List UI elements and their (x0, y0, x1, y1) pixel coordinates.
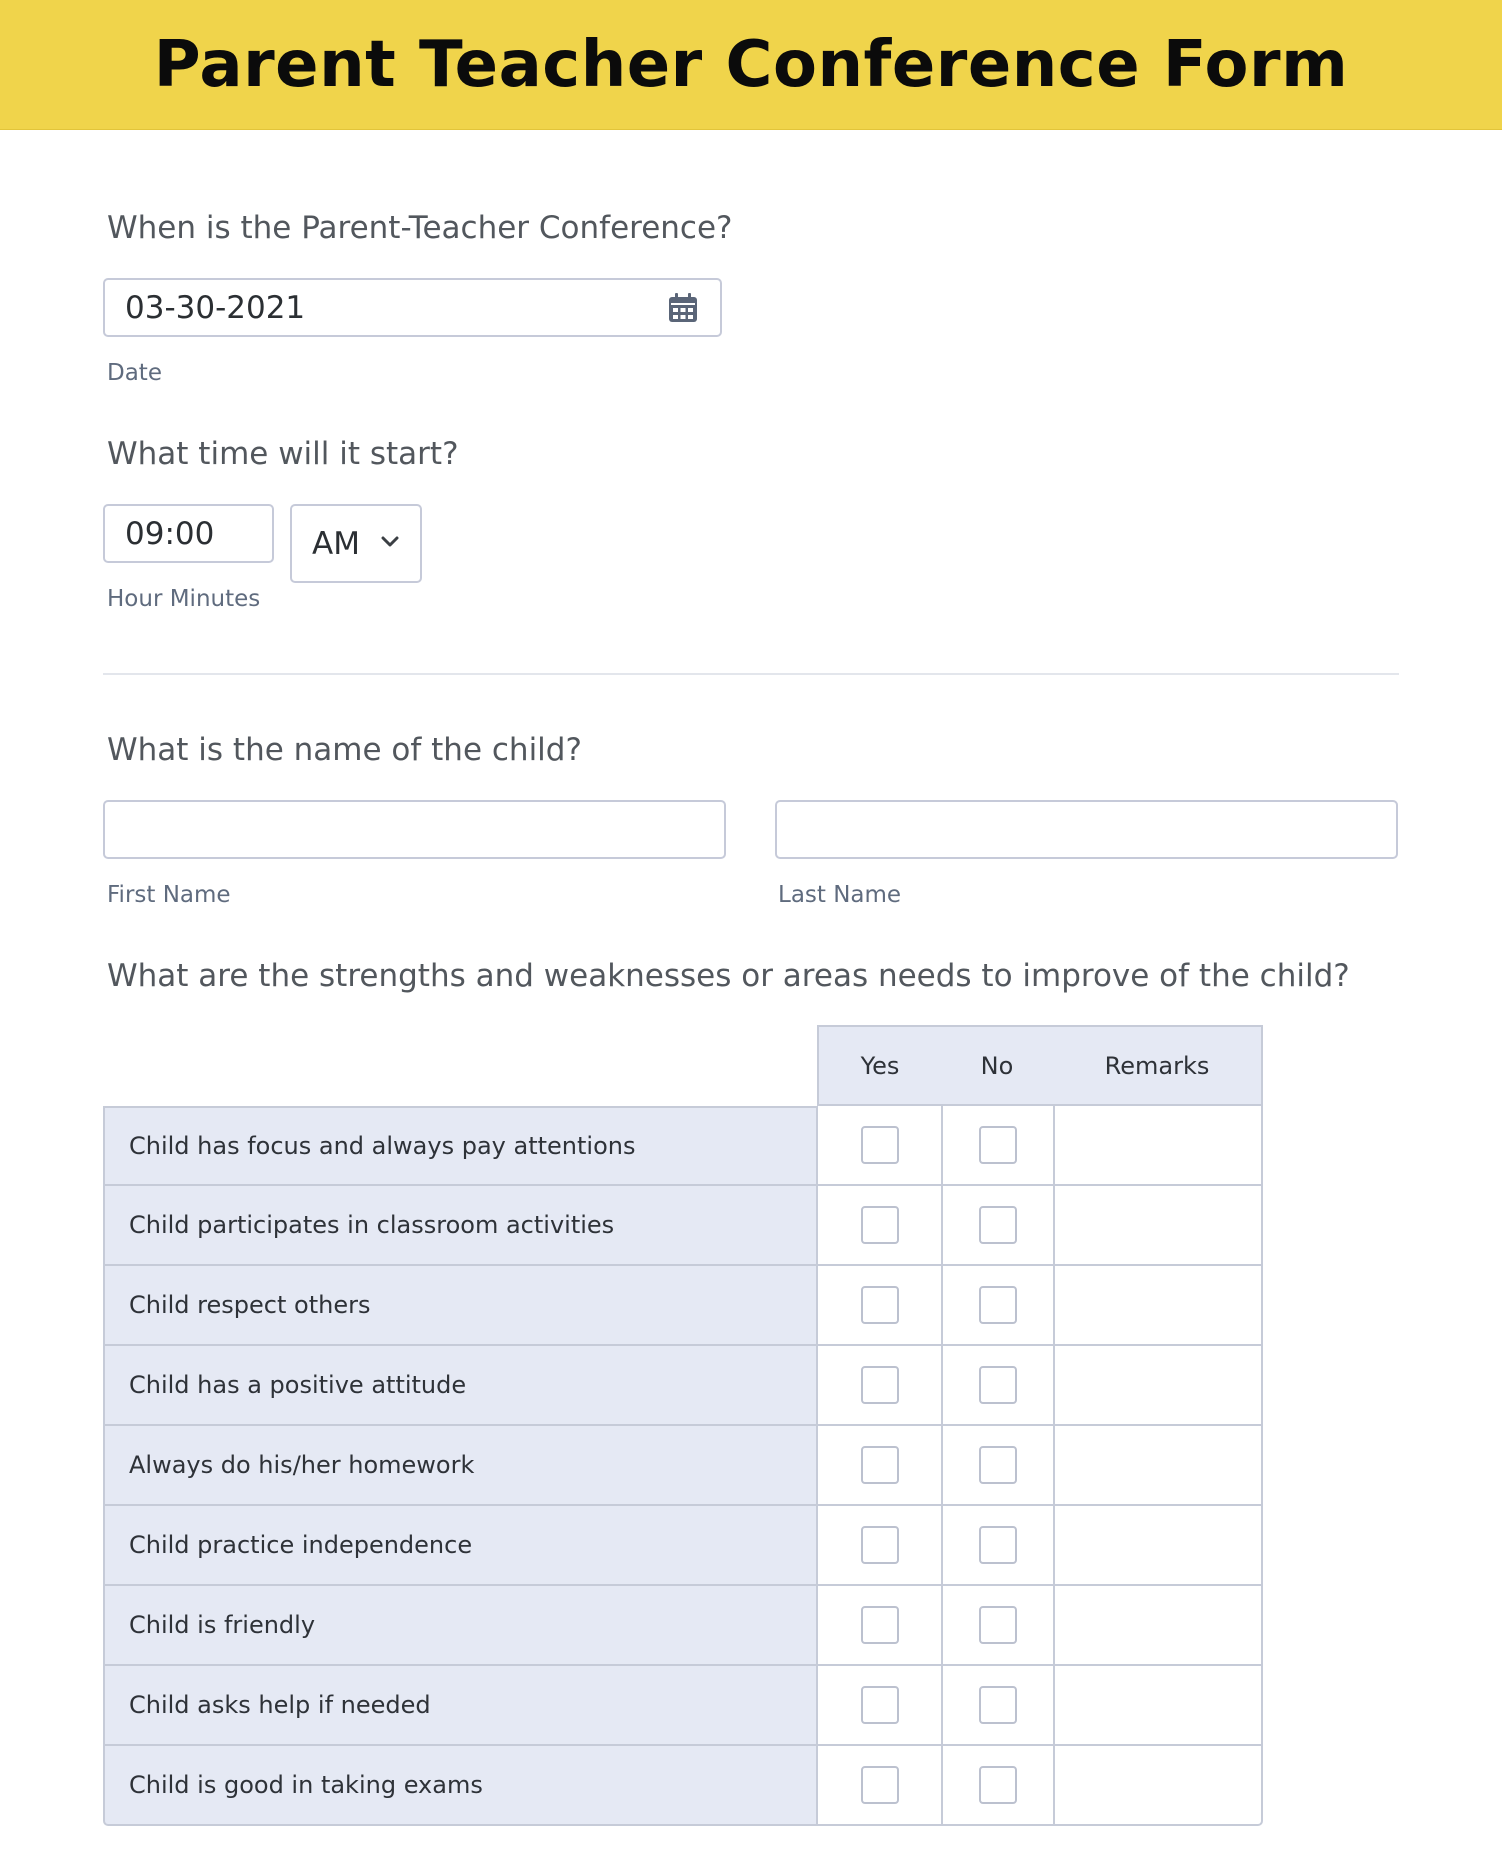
matrix-row (103, 1586, 1262, 1666)
section-divider (103, 673, 1399, 675)
no-cell (943, 1746, 1055, 1826)
date-input[interactable] (103, 278, 722, 337)
col-header-remarks: Remarks (1053, 1025, 1263, 1106)
no-checkbox[interactable] (979, 1446, 1017, 1484)
yes-checkbox[interactable] (861, 1286, 899, 1324)
yes-checkbox[interactable] (861, 1446, 899, 1484)
yes-cell (818, 1586, 943, 1666)
matrix-row (103, 1666, 1262, 1746)
remarks-cell[interactable] (1055, 1266, 1263, 1346)
yes-cell (818, 1106, 943, 1186)
remarks-cell[interactable] (1055, 1506, 1263, 1586)
yes-cell (818, 1506, 943, 1586)
time-question: What time will it start? (107, 436, 459, 472)
no-cell (943, 1186, 1055, 1266)
matrix-row (103, 1266, 1262, 1346)
yes-checkbox[interactable] (861, 1126, 899, 1164)
remarks-cell[interactable] (1055, 1346, 1263, 1426)
matrix-row (103, 1746, 1262, 1826)
remarks-cell[interactable] (1055, 1746, 1263, 1826)
no-checkbox[interactable] (979, 1206, 1017, 1244)
remarks-cell[interactable] (1055, 1106, 1263, 1186)
no-checkbox[interactable] (979, 1606, 1017, 1644)
first-name-input[interactable] (103, 800, 726, 859)
yes-cell (818, 1746, 943, 1826)
time-value: 09:00 (125, 515, 215, 552)
yes-checkbox[interactable] (861, 1206, 899, 1244)
no-cell (943, 1426, 1055, 1506)
time-sublabel: Hour Minutes (107, 586, 261, 612)
date-question: When is the Parent-Teacher Conference? (107, 210, 733, 246)
no-cell (943, 1506, 1055, 1586)
row-label: Child is friendly (103, 1586, 818, 1666)
child-name-question: What is the name of the child? (107, 732, 582, 768)
remarks-cell[interactable] (1055, 1426, 1263, 1506)
row-label: Always do his/her homework (103, 1426, 818, 1506)
remarks-cell[interactable] (1055, 1186, 1263, 1266)
row-label: Child has a positive attitude (103, 1346, 818, 1426)
calendar-icon[interactable] (668, 293, 698, 323)
matrix-row (103, 1506, 1262, 1586)
matrix-row (103, 1426, 1262, 1506)
no-cell (943, 1666, 1055, 1746)
matrix-row (103, 1346, 1262, 1426)
date-value: 03-30-2021 (125, 289, 306, 326)
last-name-input[interactable] (775, 800, 1398, 859)
chevron-down-icon (380, 535, 400, 549)
yes-cell (818, 1186, 943, 1266)
row-label: Child practice independence (103, 1506, 818, 1586)
assessment-question: What are the strengths and weaknesses or areas needs to improve of the child? (107, 958, 1350, 994)
yes-checkbox[interactable] (861, 1526, 899, 1564)
no-checkbox[interactable] (979, 1686, 1017, 1724)
yes-checkbox[interactable] (861, 1766, 899, 1804)
no-checkbox[interactable] (979, 1526, 1017, 1564)
no-cell (943, 1106, 1055, 1186)
row-label: Child respect others (103, 1266, 818, 1346)
matrix-row (103, 1186, 1262, 1266)
yes-cell (818, 1346, 943, 1426)
date-sublabel: Date (107, 360, 162, 386)
last-name-sublabel: Last Name (778, 882, 902, 908)
remarks-cell[interactable] (1055, 1666, 1263, 1746)
ampm-value: AM (312, 525, 360, 562)
remarks-cell[interactable] (1055, 1586, 1263, 1666)
matrix-row (103, 1106, 1262, 1186)
no-cell (943, 1346, 1055, 1426)
yes-cell (818, 1666, 943, 1746)
no-checkbox[interactable] (979, 1126, 1017, 1164)
row-label: Child has focus and always pay attentions (103, 1106, 818, 1186)
no-cell (943, 1266, 1055, 1346)
row-label: Child is good in taking exams (103, 1746, 818, 1826)
form-title: Parent Teacher Conference Form (153, 27, 1349, 102)
col-header-no: No (941, 1025, 1055, 1106)
row-label: Child participates in classroom activities (103, 1186, 818, 1266)
col-header-yes: Yes (817, 1025, 943, 1106)
ampm-select[interactable] (290, 504, 422, 583)
yes-cell (818, 1266, 943, 1346)
time-input[interactable] (103, 504, 274, 563)
no-checkbox[interactable] (979, 1366, 1017, 1404)
no-cell (943, 1586, 1055, 1666)
yes-cell (818, 1426, 943, 1506)
no-checkbox[interactable] (979, 1286, 1017, 1324)
row-label: Child asks help if needed (103, 1666, 818, 1746)
no-checkbox[interactable] (979, 1766, 1017, 1804)
yes-checkbox[interactable] (861, 1606, 899, 1644)
form-header (0, 0, 1502, 130)
yes-checkbox[interactable] (861, 1686, 899, 1724)
first-name-sublabel: First Name (107, 882, 231, 908)
yes-checkbox[interactable] (861, 1366, 899, 1404)
